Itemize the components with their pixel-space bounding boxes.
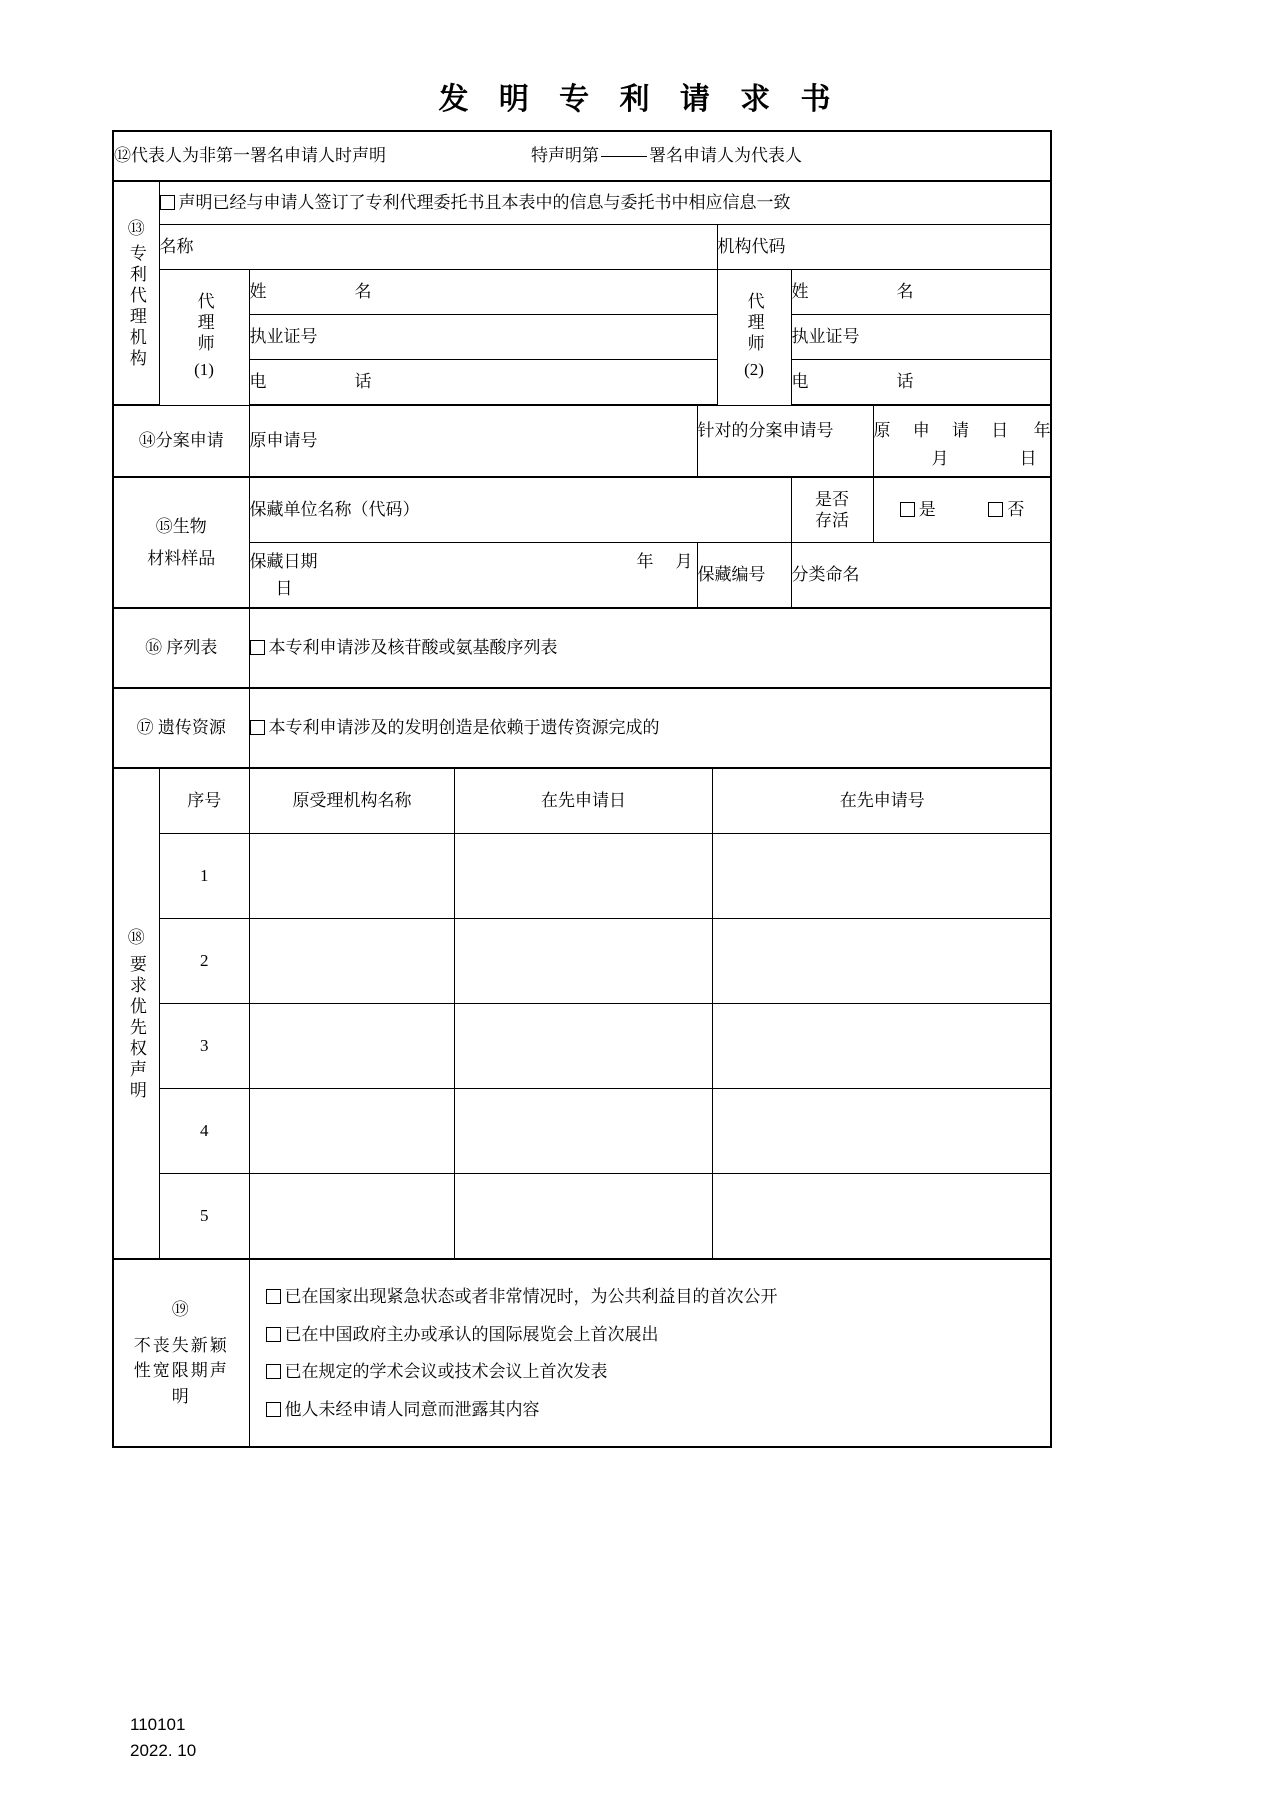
genetic-resource-label: 本专利申请涉及的发明创造是依赖于遗传资源完成的	[268, 718, 660, 738]
grace-period-option-1[interactable]	[264, 1278, 1041, 1316]
agent2-license-cell[interactable]	[791, 315, 1051, 360]
agency-declaration-checkbox[interactable]	[160, 195, 175, 210]
deposit-date-label: 保藏日期	[249, 551, 318, 571]
agent-name-row	[113, 270, 1051, 315]
classification-name-cell[interactable]	[791, 543, 1051, 609]
priority-row-1-number[interactable]	[713, 834, 1052, 919]
section-17-label-cell	[113, 688, 249, 768]
agent2-index: (2)	[744, 360, 764, 379]
alive-label-cell	[791, 477, 873, 543]
original-app-date-day: 日	[1019, 448, 1037, 468]
priority-row-1-date[interactable]	[455, 834, 713, 919]
section-14-label-cell	[113, 405, 249, 477]
classification-name-label: 分类命名	[791, 565, 860, 585]
alive-no-label: 否	[1007, 500, 1025, 520]
agent1-phone-cell[interactable]	[249, 360, 717, 406]
grace-period-option-3[interactable]	[264, 1353, 1041, 1391]
section-13-label-vertical: 专利代理机构	[126, 243, 146, 370]
priority-table-cell	[159, 768, 1051, 1259]
priority-row-1-no: 1	[160, 834, 250, 919]
priority-col-number: 在先申请号	[713, 769, 1052, 834]
agent2-phone-cell[interactable]	[791, 360, 1051, 406]
agency-code-cell[interactable]	[717, 225, 1051, 270]
section-13-declaration-row	[113, 181, 1051, 225]
original-app-date-month: 月	[931, 448, 949, 468]
sequence-listing-checkbox[interactable]	[250, 640, 265, 655]
agent-license-row	[113, 315, 1051, 360]
priority-col-no: 序号	[160, 769, 250, 834]
section-15-depositary-row	[113, 477, 1051, 543]
grace-period-option-2[interactable]	[264, 1316, 1041, 1354]
alive-yes-checkbox[interactable]	[900, 502, 915, 517]
page-title: 发 明 专 利 请 求 书	[438, 83, 842, 116]
table-row	[160, 834, 1052, 919]
section-12-label: ⑫代表人为非第一署名申请人时声明	[114, 146, 386, 166]
original-app-no-cell[interactable]	[249, 405, 697, 477]
section-16-row	[113, 608, 1051, 688]
original-app-no-label: 原申请号	[249, 431, 318, 451]
priority-row-2-number[interactable]	[713, 919, 1052, 1004]
alive-no-option[interactable]	[988, 497, 1024, 523]
agent1-license-label: 执业证号	[249, 327, 318, 347]
grace-period-label-1: 已在国家出现紧急状态或者非常情况时，为公共利益目的首次公开	[284, 1287, 778, 1306]
agency-name-cell[interactable]	[159, 225, 717, 270]
section-18-label-cell	[113, 768, 159, 1259]
priority-row-5-no: 5	[160, 1174, 250, 1259]
priority-row-5-org[interactable]	[250, 1174, 455, 1259]
deposit-date-day: 日	[275, 579, 293, 598]
original-app-date-year: 年	[1033, 421, 1051, 440]
alive-options-cell[interactable]	[873, 477, 1051, 543]
original-app-date-label: 原 申 请 日	[873, 421, 1018, 440]
genetic-resource-checkbox[interactable]	[250, 720, 265, 735]
deposit-date-month: 月	[675, 551, 693, 571]
section-19-label-line3: 性宽限期声	[133, 1361, 229, 1380]
depositary-name-cell[interactable]	[249, 477, 791, 543]
agent1-label-cell	[159, 270, 249, 406]
footer-form-code: 110101	[130, 1715, 186, 1734]
section-15-label: ⑮生物	[155, 517, 207, 536]
priority-row-2-date[interactable]	[455, 919, 713, 1004]
agent1-label-vertical: 代理师	[194, 292, 214, 355]
priority-row-3-number[interactable]	[713, 1004, 1052, 1089]
section-14-label: ⑭分案申请	[138, 431, 224, 451]
section-14-row	[113, 405, 1051, 477]
agent2-label-vertical: 代理师	[744, 292, 764, 355]
sequence-listing-label: 本专利申请涉及核苷酸或氨基酸序列表	[268, 638, 558, 658]
deposit-no-label: 保藏编号	[697, 565, 766, 585]
priority-row-5-date[interactable]	[455, 1174, 713, 1259]
section-18-label-vertical: 要求优先权声明	[126, 954, 146, 1102]
agency-name-row	[113, 225, 1051, 270]
priority-table	[160, 769, 1052, 1258]
agent1-index: (1)	[194, 360, 214, 379]
section-12-statement-prefix: 特声明第	[531, 146, 599, 166]
agent-phone-row	[113, 360, 1051, 406]
priority-row-4-number[interactable]	[713, 1089, 1052, 1174]
target-divisional-no-label: 针对的分案申请号	[697, 421, 834, 440]
priority-row-4-org[interactable]	[250, 1089, 455, 1174]
section-19-label-line4: 明	[171, 1386, 191, 1406]
grace-period-checkbox-3[interactable]	[266, 1364, 281, 1379]
main-form-table	[112, 130, 1052, 1448]
agency-declaration-label: 声明已经与申请人签订了专利代理委托书且本表中的信息与委托书中相应信息一致	[178, 193, 791, 213]
priority-row-4-date[interactable]	[455, 1089, 713, 1174]
agent1-name-label: 姓 名	[249, 282, 390, 302]
alive-label-line2: 存活	[815, 511, 849, 530]
agency-name-label: 名称	[159, 237, 194, 257]
table-row	[160, 919, 1052, 1004]
alive-yes-option[interactable]	[900, 497, 936, 523]
target-divisional-no-cell[interactable]	[697, 405, 873, 477]
priority-col-org: 原受理机构名称	[250, 769, 455, 834]
priority-row-2-no: 2	[160, 919, 250, 1004]
priority-table-header-row	[160, 769, 1052, 834]
agent1-license-cell[interactable]	[249, 315, 717, 360]
grace-period-checkbox-1[interactable]	[266, 1289, 281, 1304]
section-16-label: ⑯ 序列表	[145, 638, 218, 658]
grace-period-label-4: 他人未经申请人同意而泄露其内容	[284, 1399, 540, 1419]
grace-period-checkbox-2[interactable]	[266, 1327, 281, 1342]
section-17-label: ⑰ 遗传资源	[136, 718, 226, 738]
section-13-label-cell	[113, 181, 159, 405]
section-18-row	[113, 768, 1051, 1259]
table-row	[160, 1004, 1052, 1089]
agent2-phone-label: 电 话	[791, 372, 932, 392]
deposit-date-year: 年	[636, 551, 654, 571]
agent2-label-cell	[717, 270, 791, 406]
table-row	[160, 1174, 1052, 1259]
section-19-label-line2: 不丧失新颖	[133, 1335, 229, 1355]
section-15-label-line2: 材料样品	[147, 548, 216, 568]
grace-period-label-2: 已在中国政府主办或承认的国际展览会上首次展出	[284, 1324, 659, 1344]
alive-label-line1: 是否	[815, 489, 849, 509]
section-12-row	[113, 131, 1051, 181]
deposit-date-cell[interactable]	[249, 543, 697, 609]
depositary-name-label: 保藏单位名称（代码）	[249, 500, 420, 520]
agency-code-label: 机构代码	[717, 237, 786, 257]
agent1-phone-label: 电 话	[249, 372, 390, 392]
section-17-checkbox-cell[interactable]	[249, 688, 1051, 768]
section-19-options-cell	[249, 1259, 1051, 1447]
section-19-row	[113, 1259, 1051, 1447]
priority-row-2-org[interactable]	[250, 919, 455, 1004]
agent2-name-cell[interactable]	[791, 270, 1051, 315]
agent2-name-label: 姓 名	[791, 282, 932, 302]
section-15-deposit-detail-row	[113, 543, 1051, 609]
priority-row-4-no: 4	[160, 1089, 250, 1174]
agency-declaration-cell[interactable]	[159, 181, 1051, 225]
section-12-statement-suffix: 署名申请人为代表人	[649, 146, 802, 166]
section-12-blank-field[interactable]	[601, 155, 647, 157]
priority-row-3-no: 3	[160, 1004, 250, 1089]
priority-row-3-date[interactable]	[455, 1004, 713, 1089]
table-row	[160, 1089, 1052, 1174]
grace-period-option-4[interactable]	[264, 1391, 1041, 1429]
section-16-checkbox-cell[interactable]	[249, 608, 1051, 688]
footer-version-date: 2022. 10	[130, 1740, 197, 1760]
page-footer	[130, 1712, 196, 1763]
section-17-row	[113, 688, 1051, 768]
agent2-license-label: 执业证号	[791, 327, 860, 347]
deposit-no-cell[interactable]	[697, 543, 791, 609]
grace-period-checkbox-4[interactable]	[266, 1402, 281, 1417]
section-19-number: ⑲	[171, 1300, 191, 1319]
section-12-cell	[113, 131, 1051, 181]
form-container	[112, 130, 1050, 1448]
alive-yes-label: 是	[918, 500, 936, 520]
grace-period-label-3: 已在规定的学术会议或技术会议上首次发表	[284, 1362, 608, 1381]
section-19-label-cell	[113, 1259, 249, 1447]
priority-row-5-number[interactable]	[713, 1174, 1052, 1259]
agent1-name-cell[interactable]	[249, 270, 717, 315]
original-app-date-cell[interactable]	[873, 405, 1051, 477]
section-13-number: ⑬	[127, 219, 145, 239]
section-15-label-cell	[113, 477, 249, 608]
priority-row-1-org[interactable]	[250, 834, 455, 919]
priority-col-date: 在先申请日	[455, 769, 713, 834]
alive-no-checkbox[interactable]	[988, 502, 1003, 517]
priority-row-3-org[interactable]	[250, 1004, 455, 1089]
section-16-label-cell	[113, 608, 249, 688]
section-18-number: ⑱	[127, 928, 145, 948]
